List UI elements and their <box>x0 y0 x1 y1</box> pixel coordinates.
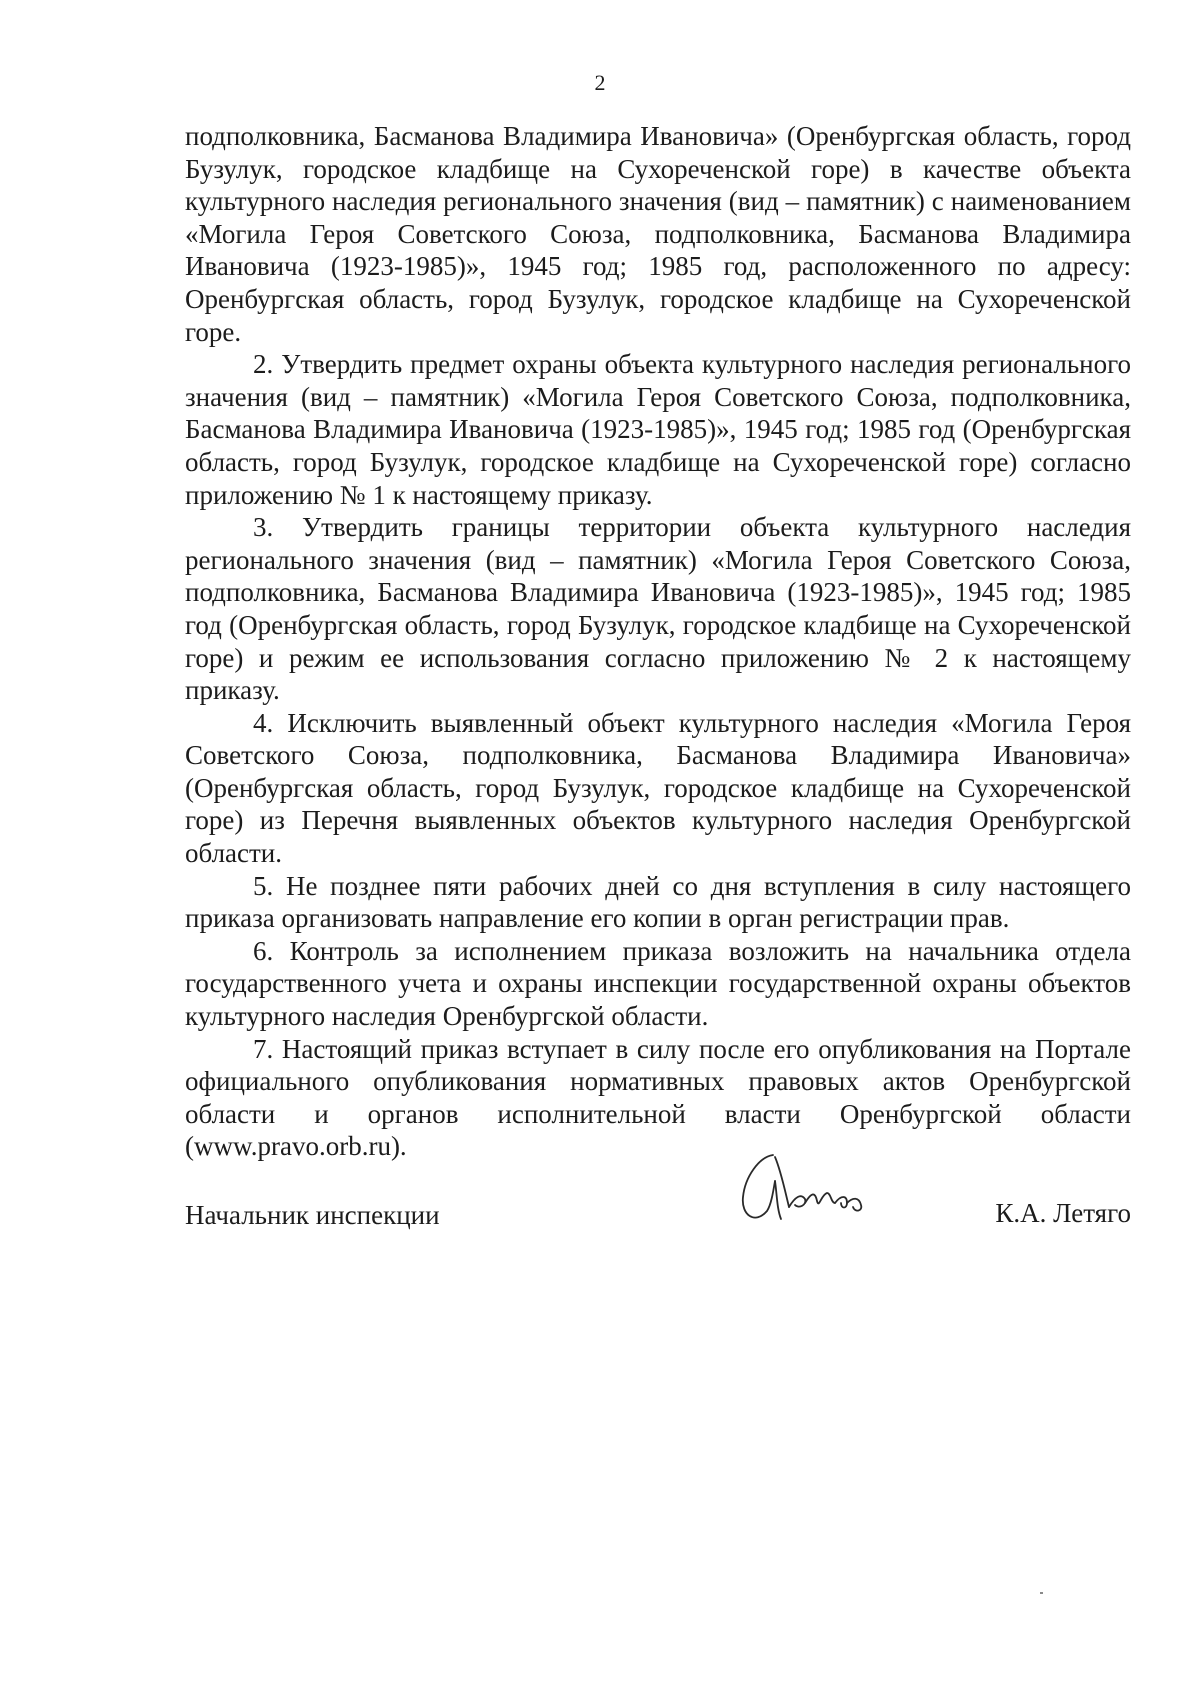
handwritten-signature <box>715 1147 885 1237</box>
paragraph-4: 4. Исключить выявленный объект культурного наследия «Могила Героя Советского Союза, подполковника, Басманова Владимира Ивановича» (Оренбургская область, город Бузулук, городское кладбище на Сухореченской горе) из Перечня выявленных объектов культурного наследия Оренбургской области. <box>185 707 1131 869</box>
signature-block <box>185 1187 1131 1237</box>
document-body <box>185 120 1131 1163</box>
paragraph-2: 2. Утвердить предмет охраны объекта культурного наследия регионального значения (вид – памятник) «Могила Героя Советского Союза, подполковника, Басманова Владимира Ивановича (1923-1985)», 1945 год; 1985 год (Оренбургская область, город Бузулук, городское кладбище на Сухореченской горе) согласно приложению № 1 к настоящему приказу. <box>185 349 1131 510</box>
signatory-name: К.А. Летяго <box>995 1198 1131 1228</box>
paragraph-6: 6. Контроль за исполнением приказа возложить на начальника отдела государственного учета и охраны инспекции государственной охраны объектов культурного наследия Оренбургской области. <box>185 935 1131 1032</box>
scan-artifact <box>1040 1592 1043 1594</box>
paragraph-1-continuation: подполковника, Басманова Владимира Ивановича» (Оренбургская область, город Бузулук, городское кладбище на Сухореченской горе) в качестве объекта культурного наследия регионального значения (вид – памятник) с наименованием «Могила Героя Советского Союза, подполковника, Басманова Владимира Ивановича (1923-1985)», 1945 год; 1985 год, расположенного по адресу: Оренбургская область, город Бузулук, городское кладбище на Сухореченской горе. <box>185 121 1131 347</box>
signatory-title: Начальник инспекции <box>185 1200 440 1230</box>
paragraph-3: 3. Утвердить границы территории объекта культурного наследия регионального значения (вид – памятник) «Могила Героя Советского Союза, подполковника, Басманова Владимира Ивановича (1923-1985)», 1945 год; 1985 год (Оренбургская область, город Бузулук, городское кладбище на Сухореченской горе) и режим ее использования согласно приложению № 2 к настоящему приказу. <box>185 512 1131 706</box>
paragraph-5: 5. Не позднее пяти рабочих дней со дня вступления в силу настоящего приказа организовать направление его копии в орган регистрации прав. <box>185 870 1131 934</box>
paragraph-7: 7. Настоящий приказ вступает в силу после его опубликования на Портале официального опубликования нормативных правовых актов Оренбургской области и органов исполнительной власти Оренбургской области (www.pravo.orb.ru). <box>185 1033 1131 1162</box>
page-number: 2 <box>594 70 606 95</box>
